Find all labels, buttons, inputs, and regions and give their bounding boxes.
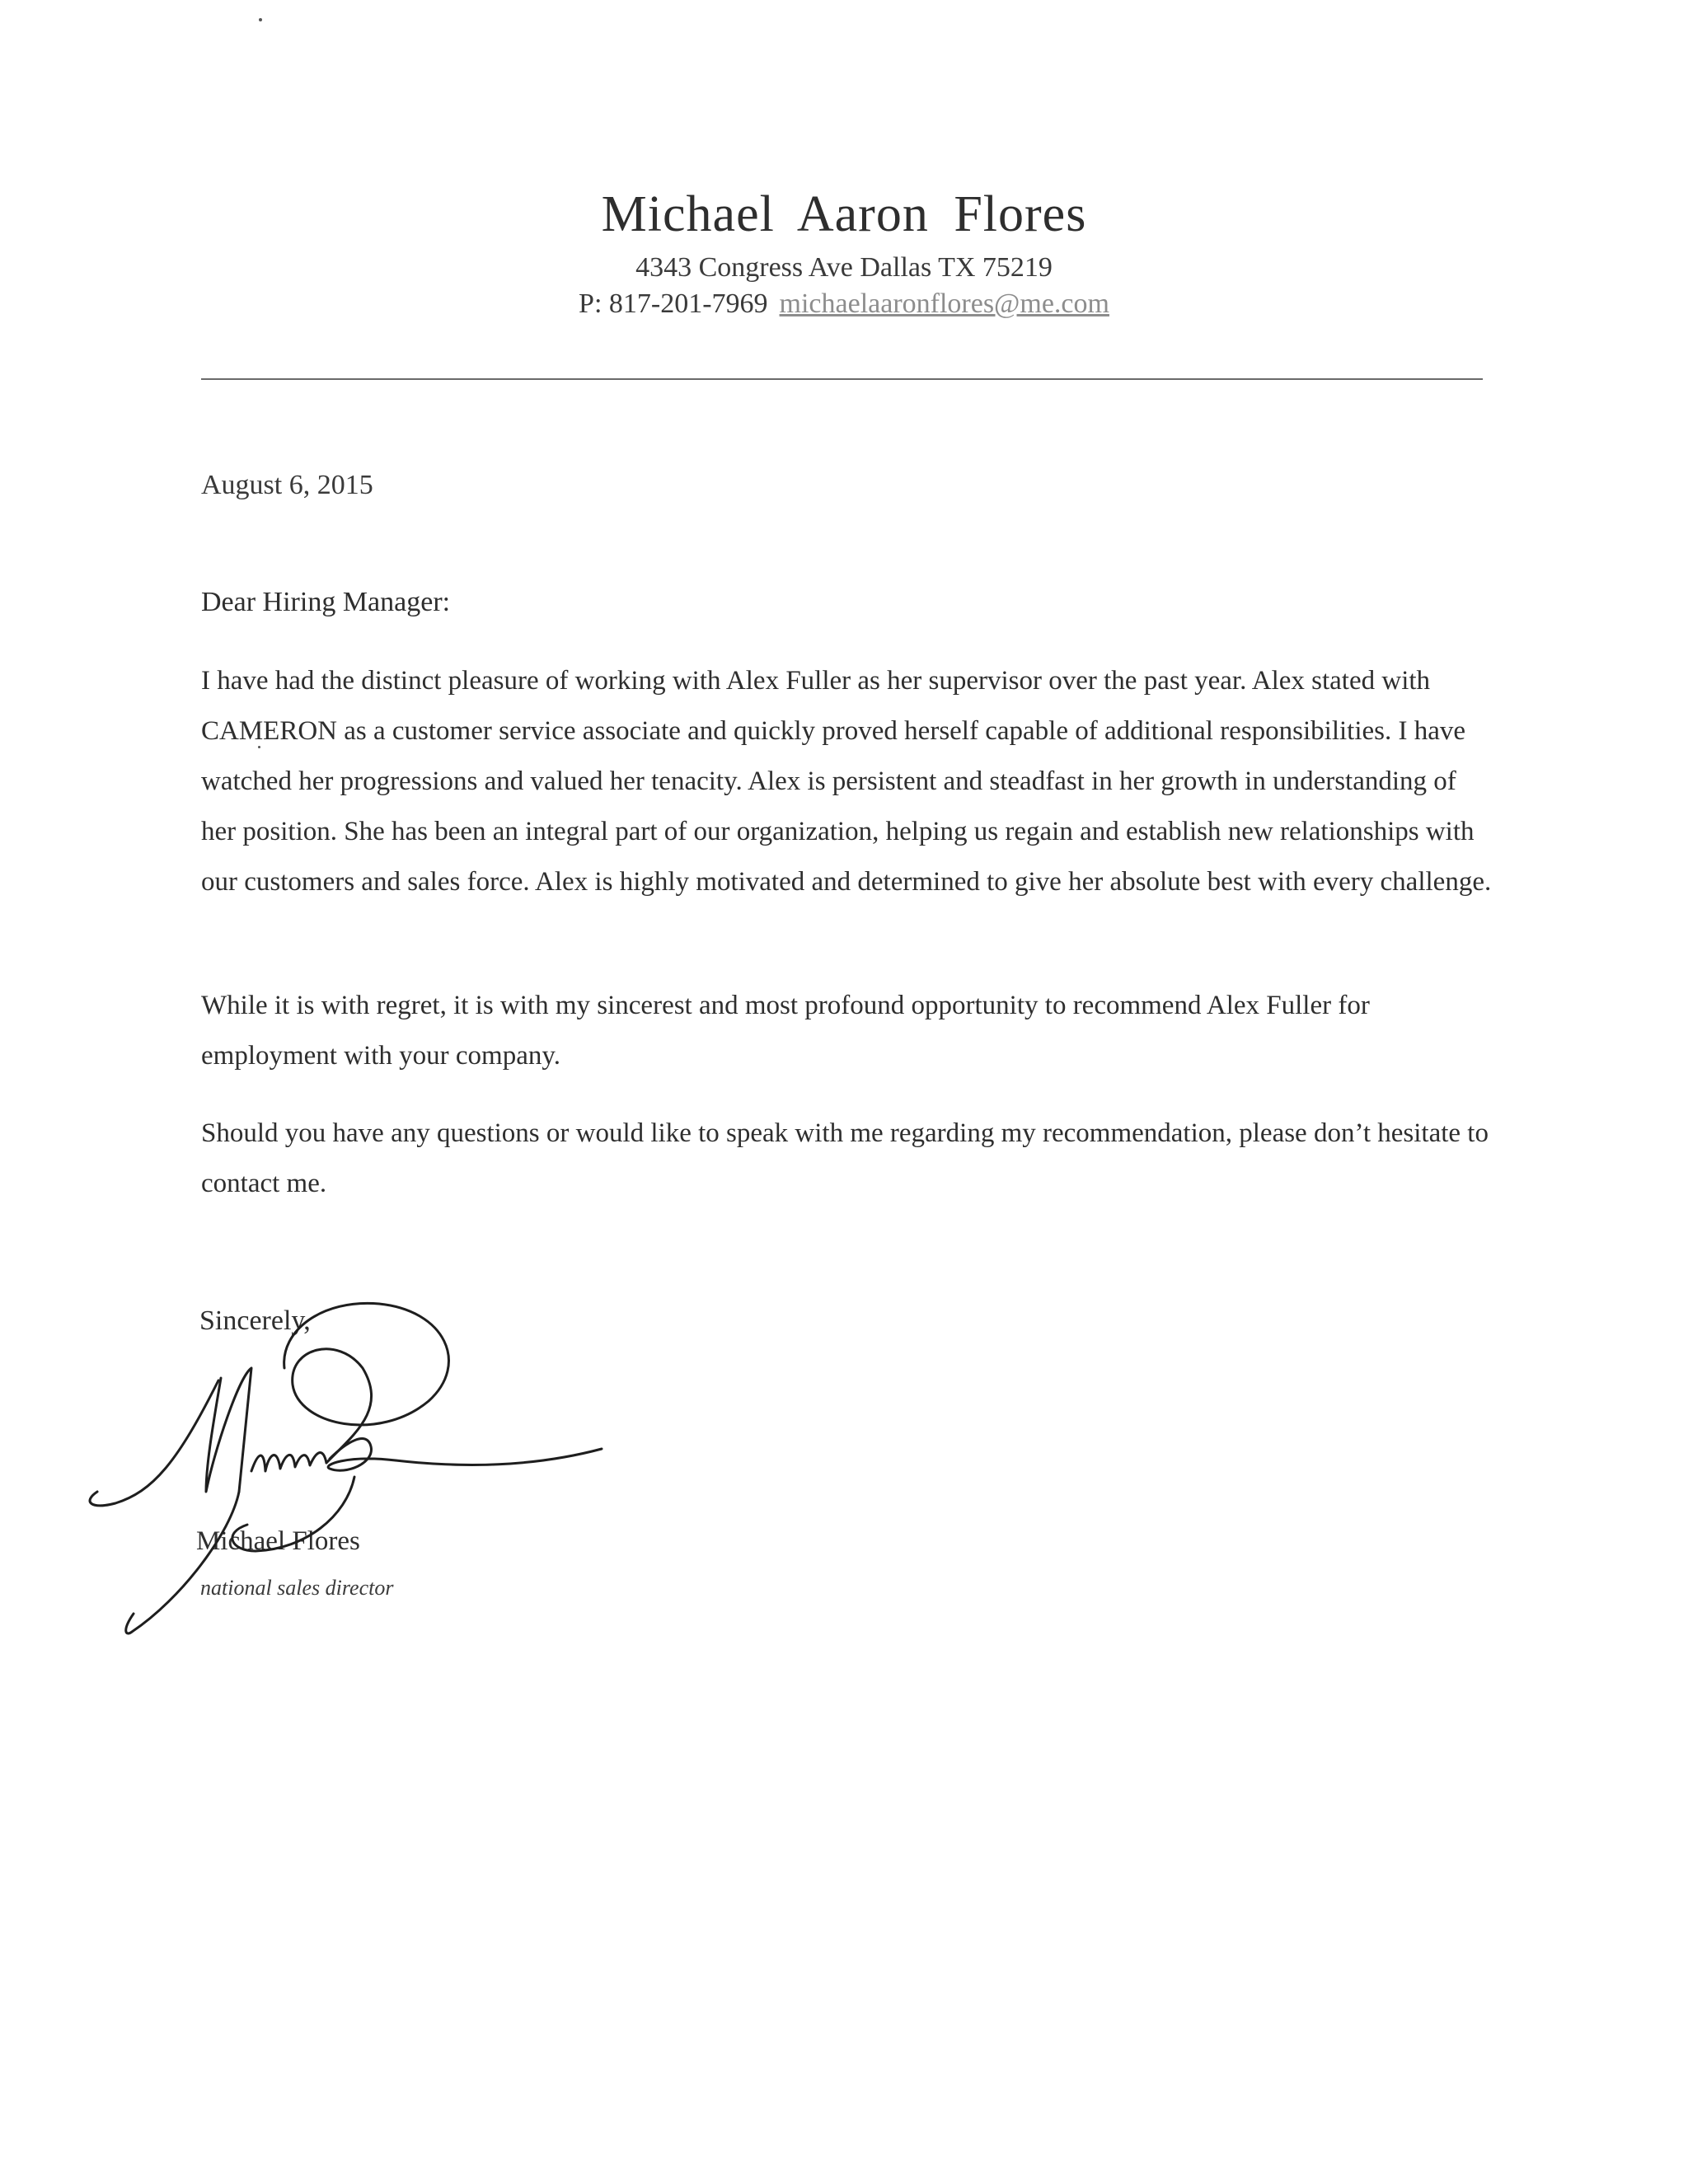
- letter-date: August 6, 2015: [201, 470, 373, 500]
- salutation: Dear Hiring Manager:: [201, 587, 451, 617]
- signer-title: national sales director: [200, 1576, 394, 1600]
- letterhead: [0, 185, 1688, 322]
- scan-speck: [259, 18, 262, 21]
- signer-name: Michael Flores: [196, 1526, 360, 1556]
- handwritten-signature: [82, 1286, 618, 1648]
- letterhead-name: Michael Aaron Flores: [601, 186, 1087, 242]
- body-paragraph-1: I have had the distinct pleasure of working with Alex Fuller as her supervisor over the past year. Alex stated with CAMERON as a customer service associate and quickly proved herself capable of additional responsibilities. I have watched her progressions and valued her tenacity. Alex is persistent and steadfast in her growth in understanding of her position. She has been an integral part of our organization, helping us regain and establish new relationships with our customers and sales force. Alex is highly motivated and determined to give her absolute best with every challenge.: [201, 666, 1492, 897]
- body-paragraph-2: While it is with regret, it is with my sincerest and most profound opportunity to recommend Alex Fuller for employment with your company.: [201, 991, 1370, 1071]
- letterhead-contact: [0, 286, 1688, 322]
- body-paragraph-3: Should you have any questions or would like to speak with me regarding my recommendation, please don’t hesitate to contact me.: [201, 1118, 1489, 1198]
- letterhead-divider: [201, 378, 1483, 380]
- closing: Sincerely,: [199, 1305, 311, 1336]
- letterhead-phone: P: 817-201-7969: [579, 288, 768, 319]
- letterhead-address: 4343 Congress Ave Dallas TX 75219: [635, 252, 1053, 283]
- letterhead-email-link[interactable]: michaelaaronflores@me.com: [779, 288, 1109, 319]
